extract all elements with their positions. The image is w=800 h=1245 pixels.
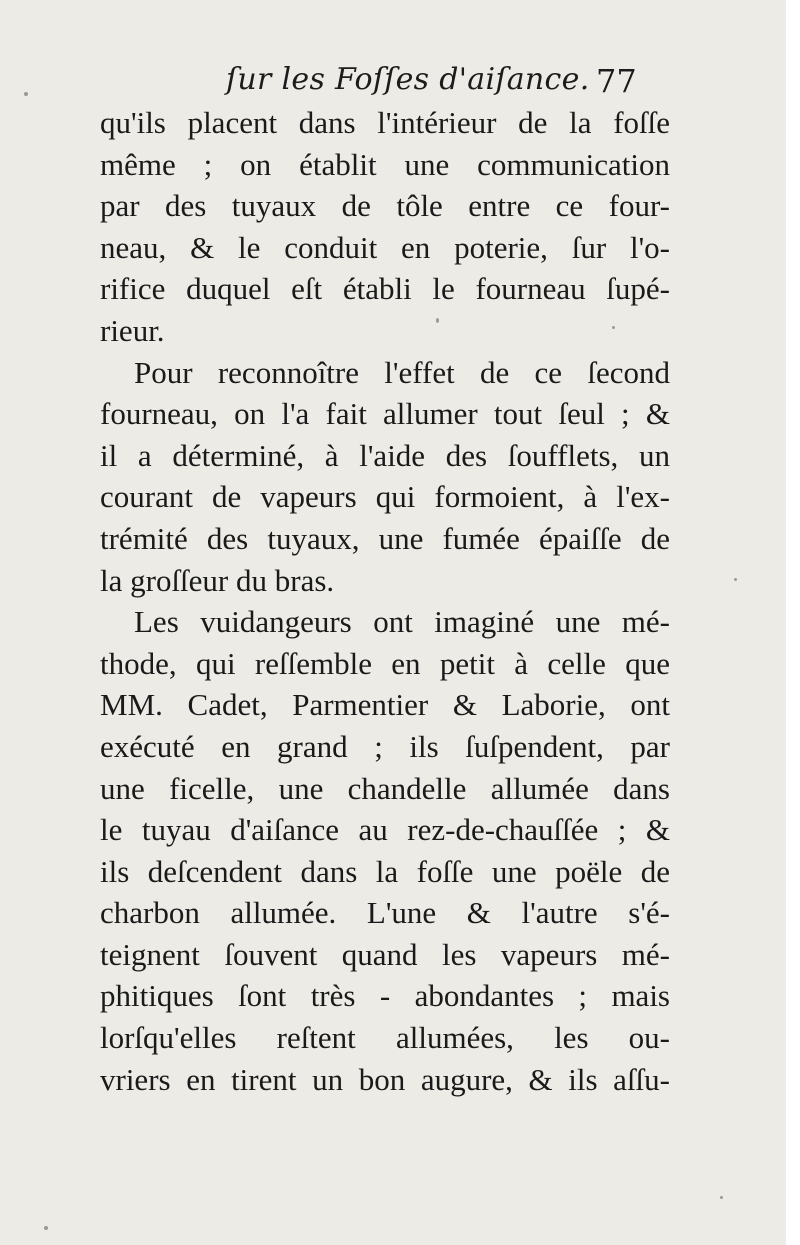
paragraph-1 [100,102,670,352]
text-line: une ficelle, une chandelle allumée dans [100,770,670,806]
text-line: charbon allumée. L'une & l'autre s'é- [100,895,670,931]
text-line: thode, qui reſſemble en petit à celle que [100,645,670,681]
text-line: lorſqu'elles reſtent allumées, les ou- [100,1020,670,1056]
paper-speck [24,92,28,96]
text-line: exécuté en grand ; ils ſuſpendent, par [100,728,670,764]
paper-speck [720,1196,723,1199]
text-line: rieur. [100,312,165,348]
text-line: le tuyau d'aiſance au rez-de-chauſſée ; & [100,812,670,848]
paper-speck [44,1226,48,1230]
text-line: rifice duquel eſt établi le fourneau ſupé- [100,271,670,307]
text-line: fourneau, on l'a fait allumer tout ſeul ; & [100,396,670,432]
text-line: vriers en tirent un bon augure, & ils aſſu- [100,1061,670,1097]
paper-speck [734,578,737,581]
text-line: neau, & le conduit en poterie, ſur l'o- [100,229,670,265]
text-line: ils deſcendent dans la foſſe une poële de [100,853,670,889]
text-line: trémité des tuyaux, une fumée épaiſſe de [100,520,670,556]
text-line: par des tuyaux de tôle entre ce four- [100,188,670,224]
text-line: phitiques ſont très - abondantes ; mais [100,978,670,1014]
text-line: il a déterminé, à l'aide des ſoufflets, un [100,437,670,473]
page-number: 77 [596,62,637,100]
paper-speck [436,318,439,323]
paragraph-2 [100,352,670,602]
paper-speck [612,326,615,329]
text-line: même ; on établit une communication [100,146,670,182]
text-line: Pour reconnoître l'effet de ce ſecond [134,354,670,390]
page-body [100,102,670,1100]
running-head-title: ſur les Foſſes d'aiſance. [226,62,590,97]
text-line: la groſſeur du bras. [100,562,335,598]
text-line: Les vuidangeurs ont imaginé une mé- [134,604,670,640]
text-line: courant de vapeurs qui formoient, à l'ex- [100,479,670,515]
text-line: MM. Cadet, Parmentier & Laborie, ont [100,687,670,723]
running-head [0,58,786,108]
text-line: qu'ils placent dans l'intérieur de la foſſe [100,105,670,140]
text-line: teignent ſouvent quand les vapeurs mé- [100,936,670,972]
paragraph-3 [100,601,670,1100]
page-margin-edge [786,0,800,1245]
